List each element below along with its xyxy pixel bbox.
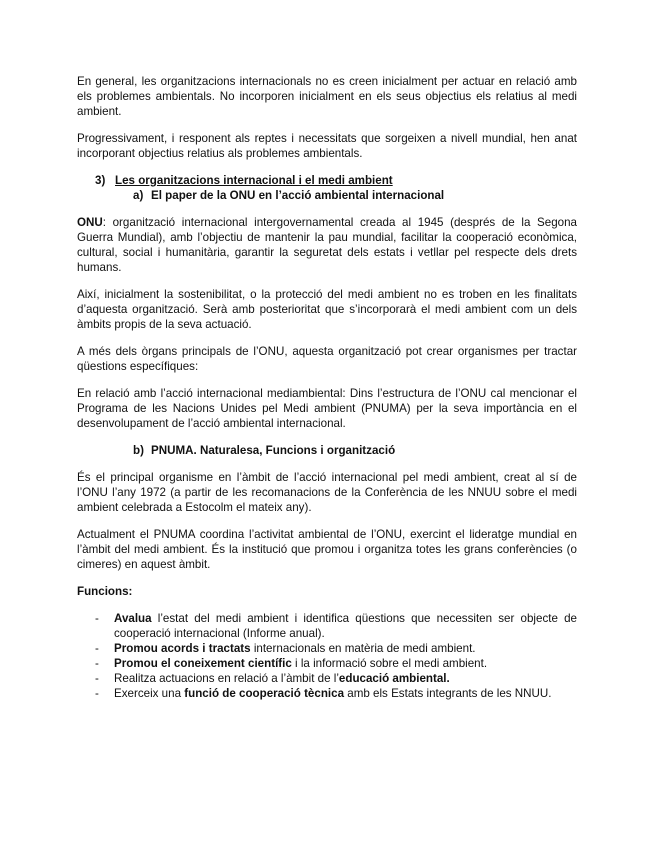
dash-bullet: -	[95, 687, 99, 700]
list-item: - Avalua l’estat del medi ambient i identifica qüestions que necessiten ser objecte de cooperació internacional (Informe anual).	[95, 612, 577, 640]
section-number: 3)	[95, 174, 106, 187]
subsection-a-heading	[133, 188, 577, 203]
pnuma-coordination-paragraph: Actualment el PNUMA coordina l’activitat ambiental de l’ONU, exercint el lideratge mundial en l’àmbit del medi ambient. És la institució que promou i organitza totes les grans conferències (o cimeres) en aquest àmbit.	[77, 528, 577, 571]
pnuma-nature-paragraph: És el principal organisme en l’àmbit de l’acció internacional pel medi ambient, creat al sí de l’ONU l’any 1972 (a partir de les recomanacions de la Conferència de les NNUU sobre el medi ambient celebrada a Estocolm el mateix any).	[77, 471, 577, 514]
intro-paragraph: En general, les organitzacions internacionals no es creen inicialment per actuar en relació amb els problemes ambientals. No incorporen inicialment en els seus objectius els relatius al medi ambient.	[77, 75, 577, 118]
document-page	[77, 74, 577, 701]
bold-term: educació ambiental.	[338, 672, 450, 685]
bold-term: Promou el coneixement científic	[114, 657, 292, 670]
section-title: Les organitzacions internacional i el medi ambient	[115, 174, 393, 187]
funcions-heading: Funcions:	[77, 585, 133, 598]
bold-term: funció de cooperació tècnica	[184, 687, 345, 700]
onu-definition-paragraph	[77, 215, 577, 275]
onu-term: ONU	[77, 216, 103, 229]
subsection-letter: a)	[133, 189, 144, 202]
organs-paragraph: A més dels òrgans principals de l’ONU, aquesta organització pot crear organismes per tractar qüestions específiques:	[77, 345, 577, 373]
funcions-list	[77, 611, 577, 701]
dash-bullet: -	[95, 672, 99, 685]
progress-paragraph: Progressivament, i responent als reptes i necessitats que sorgeixen a nivell mundial, hen anat incorporant objectius relatius als problemes ambientals.	[77, 132, 577, 160]
bold-term: Promou acords i tractats	[114, 642, 251, 655]
dash-bullet: -	[95, 642, 99, 655]
list-item: - Exerceix una funció de cooperació tècnica amb els Estats integrants de les NNUU.	[95, 687, 552, 700]
subsection-title: El paper de la ONU en l’acció ambiental internacional	[151, 189, 445, 202]
onu-definition: : organització internacional intergovernamental creada al 1945 (després de la Segona Guerra Mundial), amb l’objectiu de mantenir la pau mundial, facilitar la cooperació econòmica, cultural, social i humanitària, garantir la seguretat dels estats i vetllar pel respecte dels drets humans.	[77, 216, 577, 274]
list-item: - Promou acords i tractats internacionals en matèria de medi ambient.	[95, 642, 476, 655]
dash-bullet: -	[95, 612, 99, 625]
dash-bullet: -	[95, 657, 99, 670]
subsection-title: PNUMA. Naturalesa, Funcions i organització	[151, 444, 396, 457]
sustainability-paragraph: Així, inicialment la sostenibilitat, o la protecció del medi ambient no es troben en les finalitats d’aquesta organització. Serà amb posterioritat que s’incorporarà el medi ambient com un dels àmbits propis de la seva actuació.	[77, 288, 577, 331]
subsection-letter: b)	[133, 444, 144, 457]
section-3-heading	[95, 173, 577, 188]
pnuma-intro-paragraph: En relació amb l’acció internacional mediambiental: Dins l’estructura de l’ONU cal mencionar el Programa de les Nacions Unides pel Medi ambient (PNUMA) per la seva importància en el desenvolupament de l’acció ambiental internacional.	[77, 387, 577, 430]
list-item: - Realitza actuacions en relació a l’àmbit de l’educació ambiental.	[95, 672, 450, 685]
subsection-b-heading	[133, 443, 577, 458]
bold-term: Avalua	[114, 612, 152, 625]
list-item: - Promou el coneixement científic i la informació sobre el medi ambient.	[95, 657, 488, 670]
